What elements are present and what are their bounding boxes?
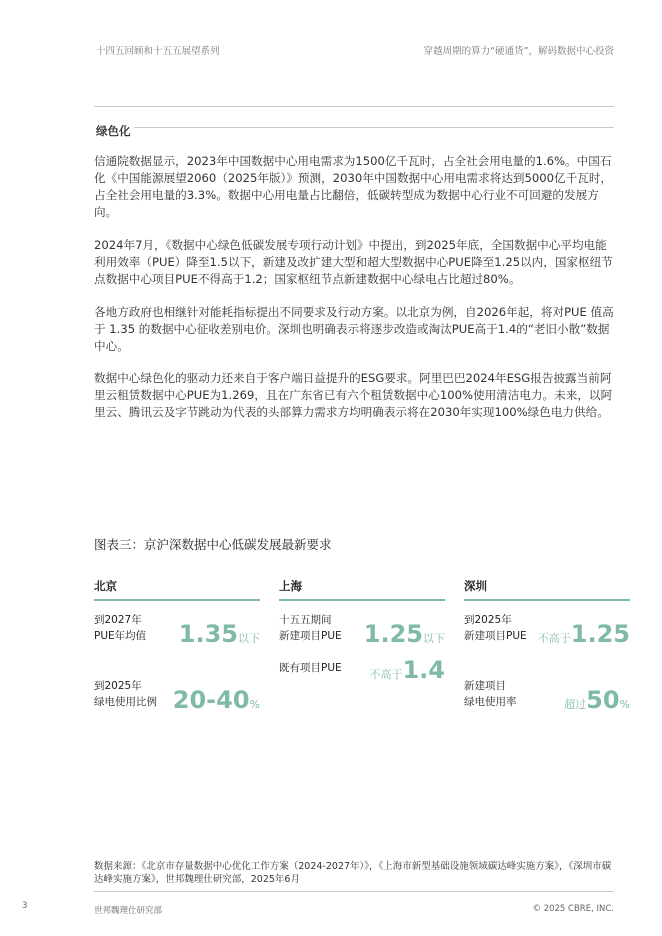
section-title-divider <box>134 127 614 128</box>
metric-label: 既有项目PUE <box>279 662 342 674</box>
metric-value: 超过50% <box>564 686 630 714</box>
metric-shanghai-existing-pue <box>279 656 445 686</box>
metric-beijing-pue <box>94 612 260 652</box>
column-shenzhen <box>464 578 630 601</box>
metric-label: 到2027年 PUE年均值 <box>94 614 147 642</box>
metric-label: 到2025年 绿电使用比例 <box>94 680 157 708</box>
metric-shenzhen-green-power <box>464 678 630 718</box>
section-title: 绿色化 <box>96 124 131 138</box>
top-divider <box>94 106 614 107</box>
column-shanghai <box>279 578 445 601</box>
metric-label: 新建项目 绿电使用率 <box>464 680 517 708</box>
column-heading: 北京 <box>94 578 260 601</box>
header-report-title: 穿越周期的算力“硬通货”，解码数据中心投资 <box>423 46 614 57</box>
paragraph-4: 数据中心绿色化的驱动力还来自于客户端日益提升的ESG要求。阿里巴巴2024年ESG报告披露当前阿里云租赁数据中心PUE为1.269，且在广东省已有六个租赁数据中心100%使用清洁电力。未来，以阿里云、腾讯云及字节跳动为代表的头部算力需求方均明确表示将在2030年实现100%绿色电力供给。 <box>94 371 613 419</box>
footer-copyright: © 2025 CBRE, INC. <box>532 904 614 914</box>
column-heading: 上海 <box>279 578 445 601</box>
paragraph-2: 2024年7月，《数据中心绿色低碳发展专项行动计划》中提出，到2025年底，全国数据中心平均电能利用效率（PUE）降至1.5以下，新建及改扩建大型和超大型数据中心PUE降至1.25以内，国家枢纽节点数据中心项目PUE不得高于1.2；国家枢纽节点新建数据中心绿电占比超过80%。 <box>94 238 613 286</box>
metric-value: 不高于1.25 <box>537 620 630 648</box>
metric-value: 20-40% <box>172 686 260 714</box>
footer-divider <box>94 891 614 892</box>
metric-value: 不高于1.4 <box>369 656 445 684</box>
header-series-title: 十四五回顾和十五五展望系列 <box>96 46 220 57</box>
metric-beijing-green-power <box>94 678 260 718</box>
page-number: 3 <box>22 901 28 911</box>
paragraph-3: 各地方政府也相继针对能耗指标提出不同要求及行动方案。以北京为例，自2026年起，将对PUE 值高于 1.35 的数据中心征收差别电价。深圳也明确表示将逐步改造或淘汰PUE高于1.4的“老旧小散”数据中心。 <box>94 305 614 353</box>
footer-left: 世邦魏理仕研究部 <box>94 906 163 916</box>
metric-shanghai-new-pue <box>279 612 445 652</box>
metric-shenzhen-new-pue <box>464 612 630 652</box>
figure-title: 图表三：京沪深数据中心低碳发展最新要求 <box>94 537 332 552</box>
column-beijing <box>94 578 260 601</box>
metric-label: 十五五期间 新建项目PUE <box>279 614 342 642</box>
metric-label: 到2025年 新建项目PUE <box>464 614 527 642</box>
source-note: 数据来源：《北京市存量数据中心优化工作方案（2024-2027年）》，《上海市新型基础设施领域碳达峰实施方案》，《深圳市碳达峰实施方案》，世邦魏理仕研究部，2025年6月 <box>94 861 612 885</box>
metric-value: 1.25以下 <box>363 620 445 648</box>
paragraph-1: 信通院数据显示，2023年中国数据中心用电需求为1500亿千瓦时，占全社会用电量的1.6%。中国石化《中国能源展望2060（2025年版）》预测，2030年中国数据中心用电需求将达到5000亿千瓦时，占全社会用电量的3.3%。数据中心用电量占比翻倍，低碳转型成为数据中心行业不可回避的发展方向。 <box>94 154 613 219</box>
column-heading: 深圳 <box>464 578 630 601</box>
metric-value: 1.35以下 <box>178 620 260 648</box>
